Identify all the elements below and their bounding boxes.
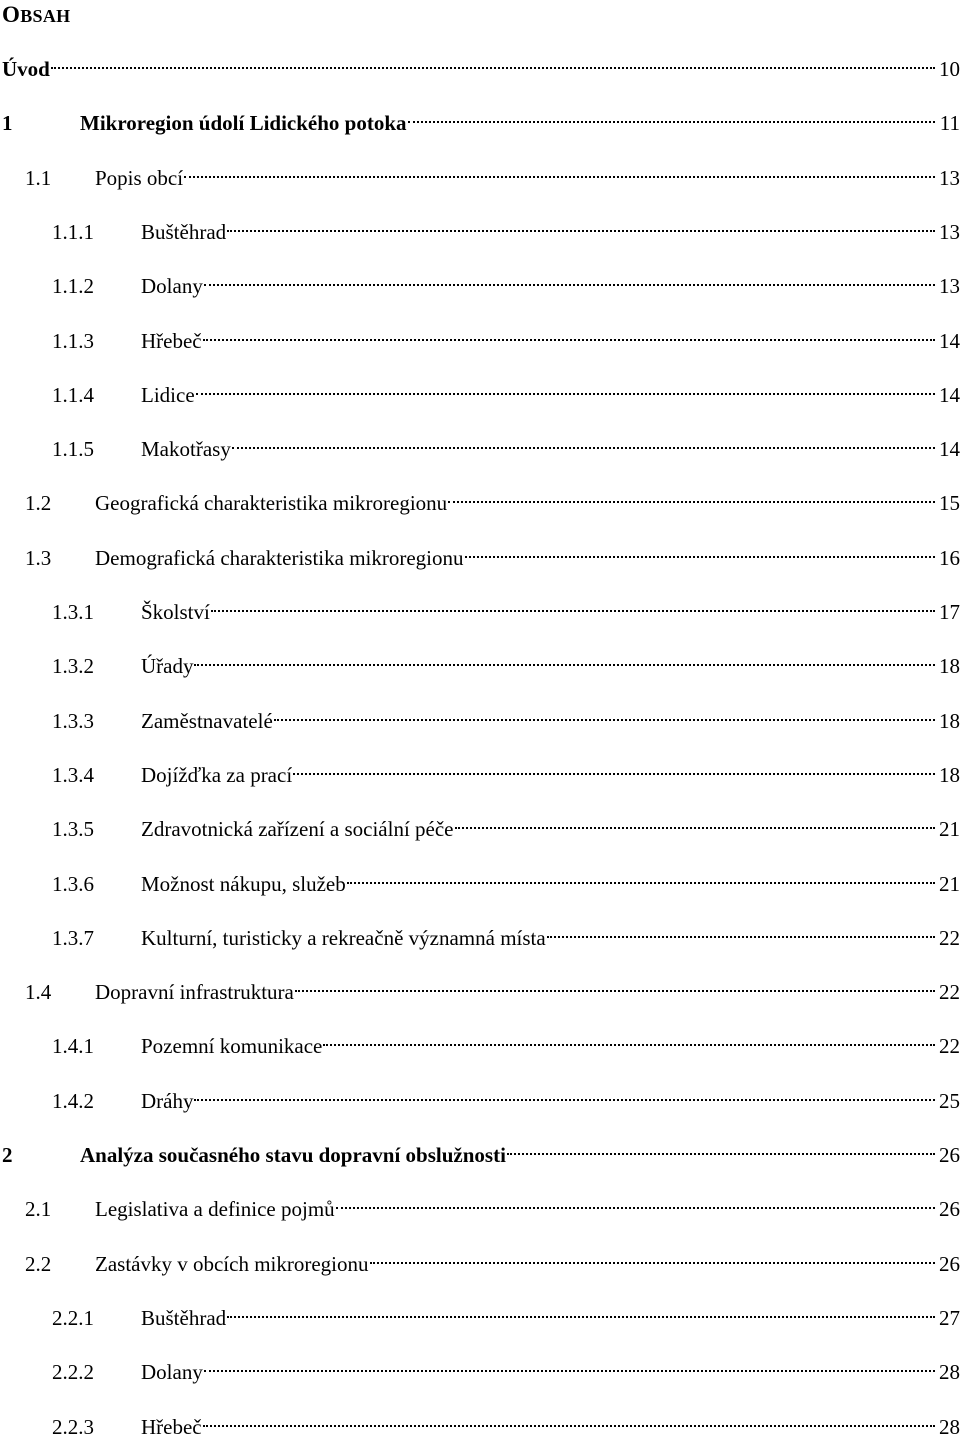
dot-leader [211, 589, 935, 619]
toc-entry-number: 2.2.3 [52, 1415, 94, 1439]
toc-entry-page-number: 15 [939, 491, 960, 515]
dot-leader [196, 372, 935, 402]
dot-leader [448, 480, 935, 510]
toc-entry-page-number: 13 [939, 220, 960, 244]
toc-entry[interactable] [52, 589, 960, 624]
toc-entry-number: 1.3.5 [52, 817, 94, 841]
toc-entry-title: Zastávky v obcích mikroregionu [95, 1252, 369, 1276]
toc-entry-number: 2.1 [25, 1197, 52, 1221]
toc-entry-page-number: 21 [939, 872, 960, 896]
toc-entry[interactable] [52, 263, 960, 298]
dot-leader [465, 535, 935, 565]
toc-entry-page-number: 17 [939, 600, 960, 624]
dot-leader [293, 752, 935, 782]
toc-entry-number: 1.4.2 [52, 1089, 94, 1113]
dot-leader [203, 1404, 935, 1434]
toc-entry[interactable] [25, 969, 960, 1004]
toc-entry-title: Dojížďka za prací [141, 763, 293, 787]
toc-entry-title: Zaměstnavatelé [141, 709, 273, 733]
toc-entry-page-number: 27 [939, 1306, 960, 1330]
toc-entry[interactable] [52, 915, 960, 950]
toc-entry-number: 2 [2, 1143, 13, 1167]
toc-entry-title: Pozemní komunikace [141, 1034, 323, 1058]
toc-entry-page-number: 18 [939, 654, 960, 678]
toc-entry-page-number: 28 [939, 1360, 960, 1384]
toc-entry-number: 1.3.7 [52, 926, 94, 950]
toc-entry-title: Dráhy [141, 1089, 194, 1113]
toc-entry-number: 2.2 [25, 1252, 52, 1276]
toc-entry-title: Buštěhrad [141, 1306, 227, 1330]
toc-entry-page-number: 18 [939, 709, 960, 733]
toc-entry-page-number: 18 [939, 763, 960, 787]
toc-entry[interactable] [25, 535, 960, 570]
toc-entry-number: 2.2.1 [52, 1306, 94, 1330]
toc-entry-page-number: 13 [939, 274, 960, 298]
toc-entry-number: 1.1.1 [52, 220, 94, 244]
toc-entry[interactable] [52, 752, 960, 787]
toc-heading-initial: O [2, 2, 21, 27]
toc-entry-number: 1.1.4 [52, 383, 94, 407]
toc-entry[interactable] [52, 1349, 960, 1384]
toc-entry[interactable] [52, 861, 960, 896]
toc-entry-title: Popis obcí [95, 166, 184, 190]
toc-entry[interactable] [25, 1241, 960, 1276]
dot-leader [547, 915, 935, 945]
toc-entry-number: 1.1.2 [52, 274, 94, 298]
dot-leader [204, 1349, 935, 1379]
toc-entry-page-number: 28 [939, 1415, 960, 1439]
dot-leader [336, 1186, 935, 1216]
dot-leader [194, 643, 935, 673]
toc-entry-page-number: 22 [939, 980, 960, 1004]
toc-entry[interactable] [52, 209, 960, 244]
toc-entry-title: Geografická charakteristika mikroregionu [95, 491, 448, 515]
dot-leader [204, 263, 935, 293]
toc-entry[interactable] [52, 318, 960, 353]
toc-entry-title: Mikroregion údolí Lidického potoka [80, 111, 407, 135]
dot-leader [408, 100, 935, 130]
toc-entry-title: Možnost nákupu, služeb [141, 872, 346, 896]
toc-entry-page-number: 25 [939, 1089, 960, 1113]
toc-entry-title: Lidice [141, 383, 195, 407]
dot-leader [203, 318, 935, 348]
toc-entry[interactable] [25, 155, 960, 190]
toc-entry[interactable] [2, 1132, 960, 1167]
dot-leader [194, 1078, 935, 1108]
dot-leader [347, 861, 935, 891]
toc-entry-number: 1.1.5 [52, 437, 94, 461]
dot-leader [507, 1132, 935, 1162]
toc-entry-number: 1.4 [25, 980, 52, 1004]
toc-entry[interactable] [25, 1186, 960, 1221]
toc-entry-number: 1.3.6 [52, 872, 94, 896]
toc-entry-title: Makotřasy [141, 437, 231, 461]
toc-entry-title: Úvod [2, 57, 50, 81]
toc-entry[interactable] [52, 643, 960, 678]
toc-entry-title: Školství [141, 600, 210, 624]
toc-entry-title: Dolany [141, 1360, 203, 1384]
toc-entry-number: 1.1 [25, 166, 52, 190]
dot-leader [295, 969, 935, 999]
toc-entry-page-number: 26 [939, 1143, 960, 1167]
toc-entry-title: Zdravotnická zařízení a sociální péče [141, 817, 454, 841]
toc-entry[interactable] [52, 1295, 960, 1330]
toc-entry-number: 1.2 [25, 491, 52, 515]
toc-entry[interactable] [2, 46, 960, 81]
dot-leader [184, 155, 935, 185]
toc-entry-page-number: 21 [939, 817, 960, 841]
toc-entry-page-number: 26 [939, 1252, 960, 1276]
toc-entry[interactable] [25, 480, 960, 515]
toc-entry-page-number: 22 [939, 926, 960, 950]
toc-entry-title: Dolany [141, 274, 203, 298]
toc-entry[interactable] [52, 698, 960, 733]
toc-entry-number: 2.2.2 [52, 1360, 94, 1384]
toc-entry-number: 1.4.1 [52, 1034, 94, 1058]
toc-entry-number: 1.3.3 [52, 709, 94, 733]
toc-entry-page-number: 16 [939, 546, 960, 570]
toc-entry[interactable] [52, 1078, 960, 1113]
toc-entry-page-number: 13 [939, 166, 960, 190]
toc-entry-number: 1.3.4 [52, 763, 94, 787]
toc-entry-number: 1.3.2 [52, 654, 94, 678]
toc-entry-number: 1 [2, 111, 13, 135]
toc-entry-title: Dopravní infrastruktura [95, 980, 294, 1004]
toc-entry[interactable] [52, 1023, 960, 1058]
toc-entry[interactable] [52, 372, 960, 407]
toc-entry[interactable] [2, 100, 960, 135]
toc-entry-page-number: 11 [939, 111, 960, 135]
dot-leader [232, 426, 935, 456]
toc-heading-rest: BSAH [20, 6, 71, 26]
toc-entry-title: Kulturní, turisticky a rekreačně významná místa [141, 926, 546, 950]
toc-entry-page-number: 26 [939, 1197, 960, 1221]
toc-entry-page-number: 10 [939, 57, 960, 81]
toc-entry-page-number: 22 [939, 1034, 960, 1058]
toc-entry[interactable] [52, 426, 960, 461]
toc-entry-title: Úřady [141, 654, 194, 678]
dot-leader [370, 1241, 935, 1271]
toc-entry[interactable] [52, 1404, 960, 1439]
toc-entry-title: Demografická charakteristika mikroregionu [95, 546, 464, 570]
toc-entry-title: Hřebeč [141, 329, 202, 353]
dot-leader [227, 209, 935, 239]
dot-leader [274, 698, 935, 728]
toc-entry-number: 1.3 [25, 546, 52, 570]
toc-heading [2, 0, 70, 31]
toc-entry-title: Buštěhrad [141, 220, 227, 244]
dot-leader [51, 46, 935, 76]
toc-entry[interactable] [52, 806, 960, 841]
toc-entry-title: Analýza současného stavu dopravní obslužnosti [80, 1143, 506, 1167]
toc-entry-page-number: 14 [939, 437, 960, 461]
dot-leader [227, 1295, 935, 1325]
toc-entry-title: Hřebeč [141, 1415, 202, 1439]
dot-leader [323, 1023, 935, 1053]
dot-leader [455, 806, 936, 836]
toc-entry-title: Legislativa a definice pojmů [95, 1197, 335, 1221]
toc-entry-page-number: 14 [939, 329, 960, 353]
toc-entry-number: 1.3.1 [52, 600, 94, 624]
toc-entry-number: 1.1.3 [52, 329, 94, 353]
toc-entry-page-number: 14 [939, 383, 960, 407]
